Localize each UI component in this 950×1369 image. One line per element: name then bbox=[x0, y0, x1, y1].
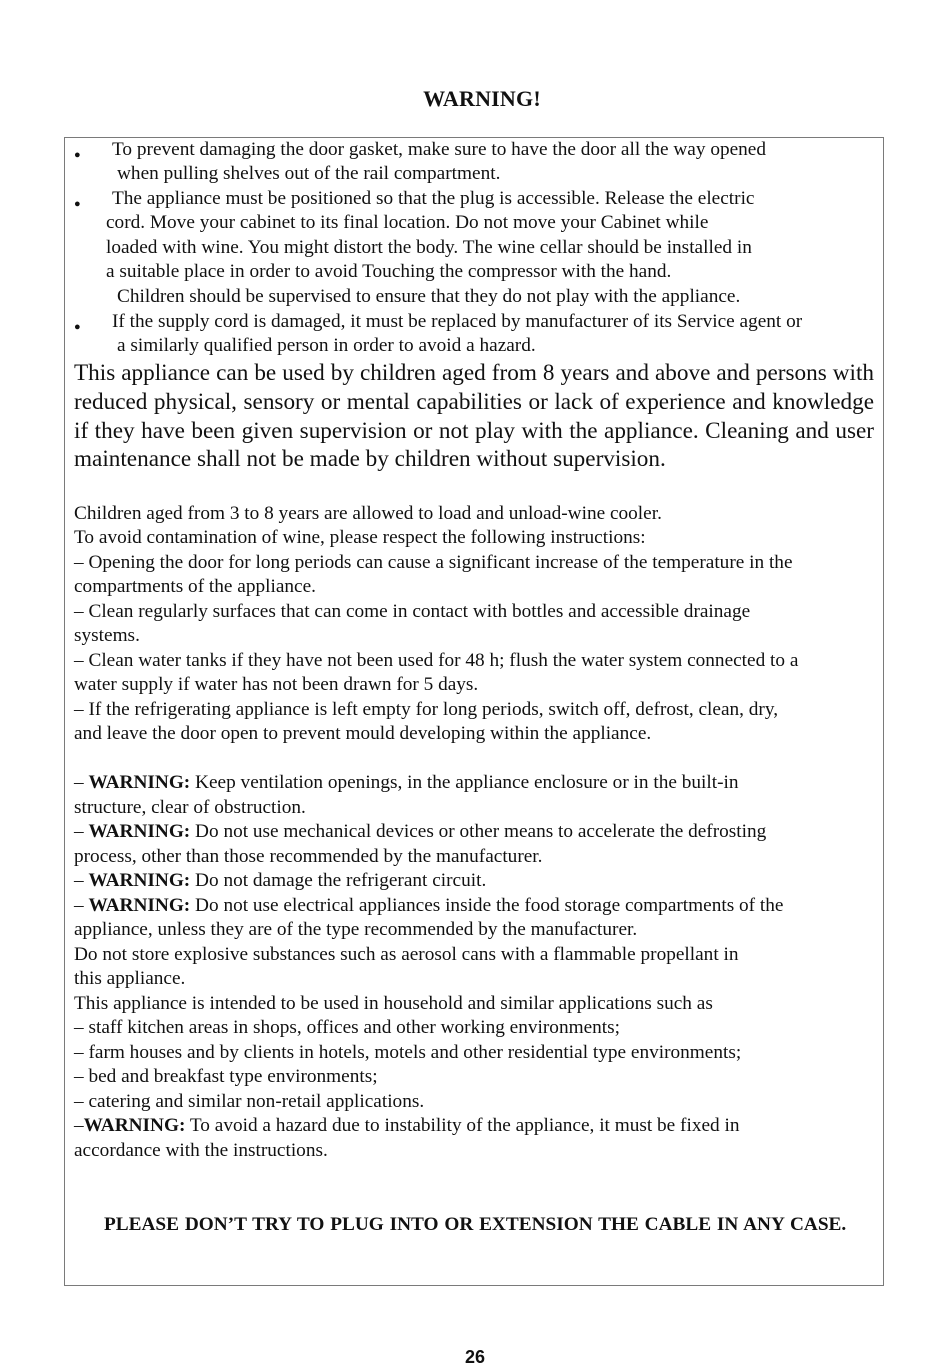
warning-line: structure, clear of obstruction. bbox=[74, 797, 306, 818]
warning-label: WARNING: bbox=[88, 870, 191, 891]
bullet-line: Children should be supervised to ensure that they do not play with the appliance. bbox=[117, 286, 741, 307]
text-line: – Clean water tanks if they have not been used for 48 h; flush the water system connected to a bbox=[74, 650, 799, 671]
text-line: – Opening the door for long periods can cause a significant increase of the temperature in the bbox=[74, 552, 793, 573]
page-number: 26 bbox=[464, 1347, 486, 1367]
warning-label: WARNING: bbox=[83, 1115, 186, 1136]
text-line: and leave the door open to prevent mould developing within the appliance. bbox=[74, 723, 652, 744]
text-line: water supply if water has not been drawn for 5 days. bbox=[74, 674, 479, 695]
bullet-line: If the supply cord is damaged, it must be replaced by manufacturer of its Service agent or bbox=[112, 311, 803, 332]
warning-line: –WARNING: To avoid a hazard due to instability of the appliance, it must be fixed in bbox=[74, 1115, 740, 1136]
bullet-line: loaded with wine. You might distort the body. The wine cellar should be installed in bbox=[106, 237, 752, 258]
bullet-line: a similarly qualified person in order to avoid a hazard. bbox=[117, 335, 536, 356]
bullet-line: To prevent damaging the door gasket, make sure to have the door all the way opened bbox=[112, 139, 766, 160]
warning-line: – WARNING: Do not use electrical appliances inside the food storage compartments of the bbox=[74, 895, 784, 916]
warning-label: WARNING: bbox=[88, 821, 191, 842]
warning-line: – catering and similar non-retail applications. bbox=[74, 1091, 425, 1112]
warning-line: Do not store explosive substances such as aerosol cans with a flammable propellant in bbox=[74, 944, 739, 965]
text-line: systems. bbox=[74, 625, 140, 646]
warning-line: appliance, unless they are of the type recommended by the manufacturer. bbox=[74, 919, 638, 940]
warning-line: This appliance is intended to be used in household and similar applications such as bbox=[74, 993, 713, 1014]
children-notice: This appliance can be used by children aged from 8 years and above and persons with reduced physical, sensory or mental capabilities or lack of experience and knowledge if they have been given supervision or not play with the appliance. Cleaning and user maintenance shall not be made by children without supervision. bbox=[74, 360, 874, 473]
text-line: – Clean regularly surfaces that can come in contact with bottles and accessible drainage bbox=[74, 601, 751, 622]
text-line: Children aged from 3 to 8 years are allowed to load and unload-wine cooler. bbox=[74, 503, 662, 524]
warning-line: – bed and breakfast type environments; bbox=[74, 1066, 378, 1087]
warning-line: process, other than those recommended by the manufacturer. bbox=[74, 846, 543, 867]
bullet-dot: ● bbox=[74, 321, 81, 333]
bullet-line: when pulling shelves out of the rail compartment. bbox=[117, 163, 501, 184]
bullet-dot: ● bbox=[74, 198, 81, 210]
text-line: – If the refrigerating appliance is left empty for long periods, switch off, defrost, clean, dry, bbox=[74, 699, 779, 720]
page-title: WARNING! bbox=[423, 86, 541, 111]
text-line: compartments of the appliance. bbox=[74, 576, 316, 597]
warning-line: – farm houses and by clients in hotels, motels and other residential type environments; bbox=[74, 1042, 742, 1063]
bullet-line: cord. Move your cabinet to its final location. Do not move your Cabinet while bbox=[106, 212, 709, 233]
bullet-line: a suitable place in order to avoid Touching the compressor with the hand. bbox=[106, 261, 672, 282]
warning-line: this appliance. bbox=[74, 968, 186, 989]
warning-line: – WARNING: Keep ventilation openings, in the appliance enclosure or in the built-in bbox=[74, 772, 739, 793]
warning-line: – staff kitchen areas in shops, offices and other working environments; bbox=[74, 1017, 620, 1038]
warning-line: – WARNING: Do not damage the refrigerant circuit. bbox=[74, 870, 487, 891]
warning-line: – WARNING: Do not use mechanical devices or other means to accelerate the defrosting bbox=[74, 821, 767, 842]
plug-notice: PLEASE DON’T TRY TO PLUG INTO OR EXTENSION THE CABLE IN ANY CASE. bbox=[104, 1214, 847, 1235]
text-line: To avoid contamination of wine, please respect the following instructions: bbox=[74, 527, 646, 548]
bullet-dot: ● bbox=[74, 149, 81, 161]
warning-label: WARNING: bbox=[88, 895, 191, 916]
bullet-line: The appliance must be positioned so that the plug is accessible. Release the electric bbox=[112, 188, 755, 209]
warning-line: accordance with the instructions. bbox=[74, 1140, 328, 1161]
warning-label: WARNING: bbox=[88, 772, 191, 793]
